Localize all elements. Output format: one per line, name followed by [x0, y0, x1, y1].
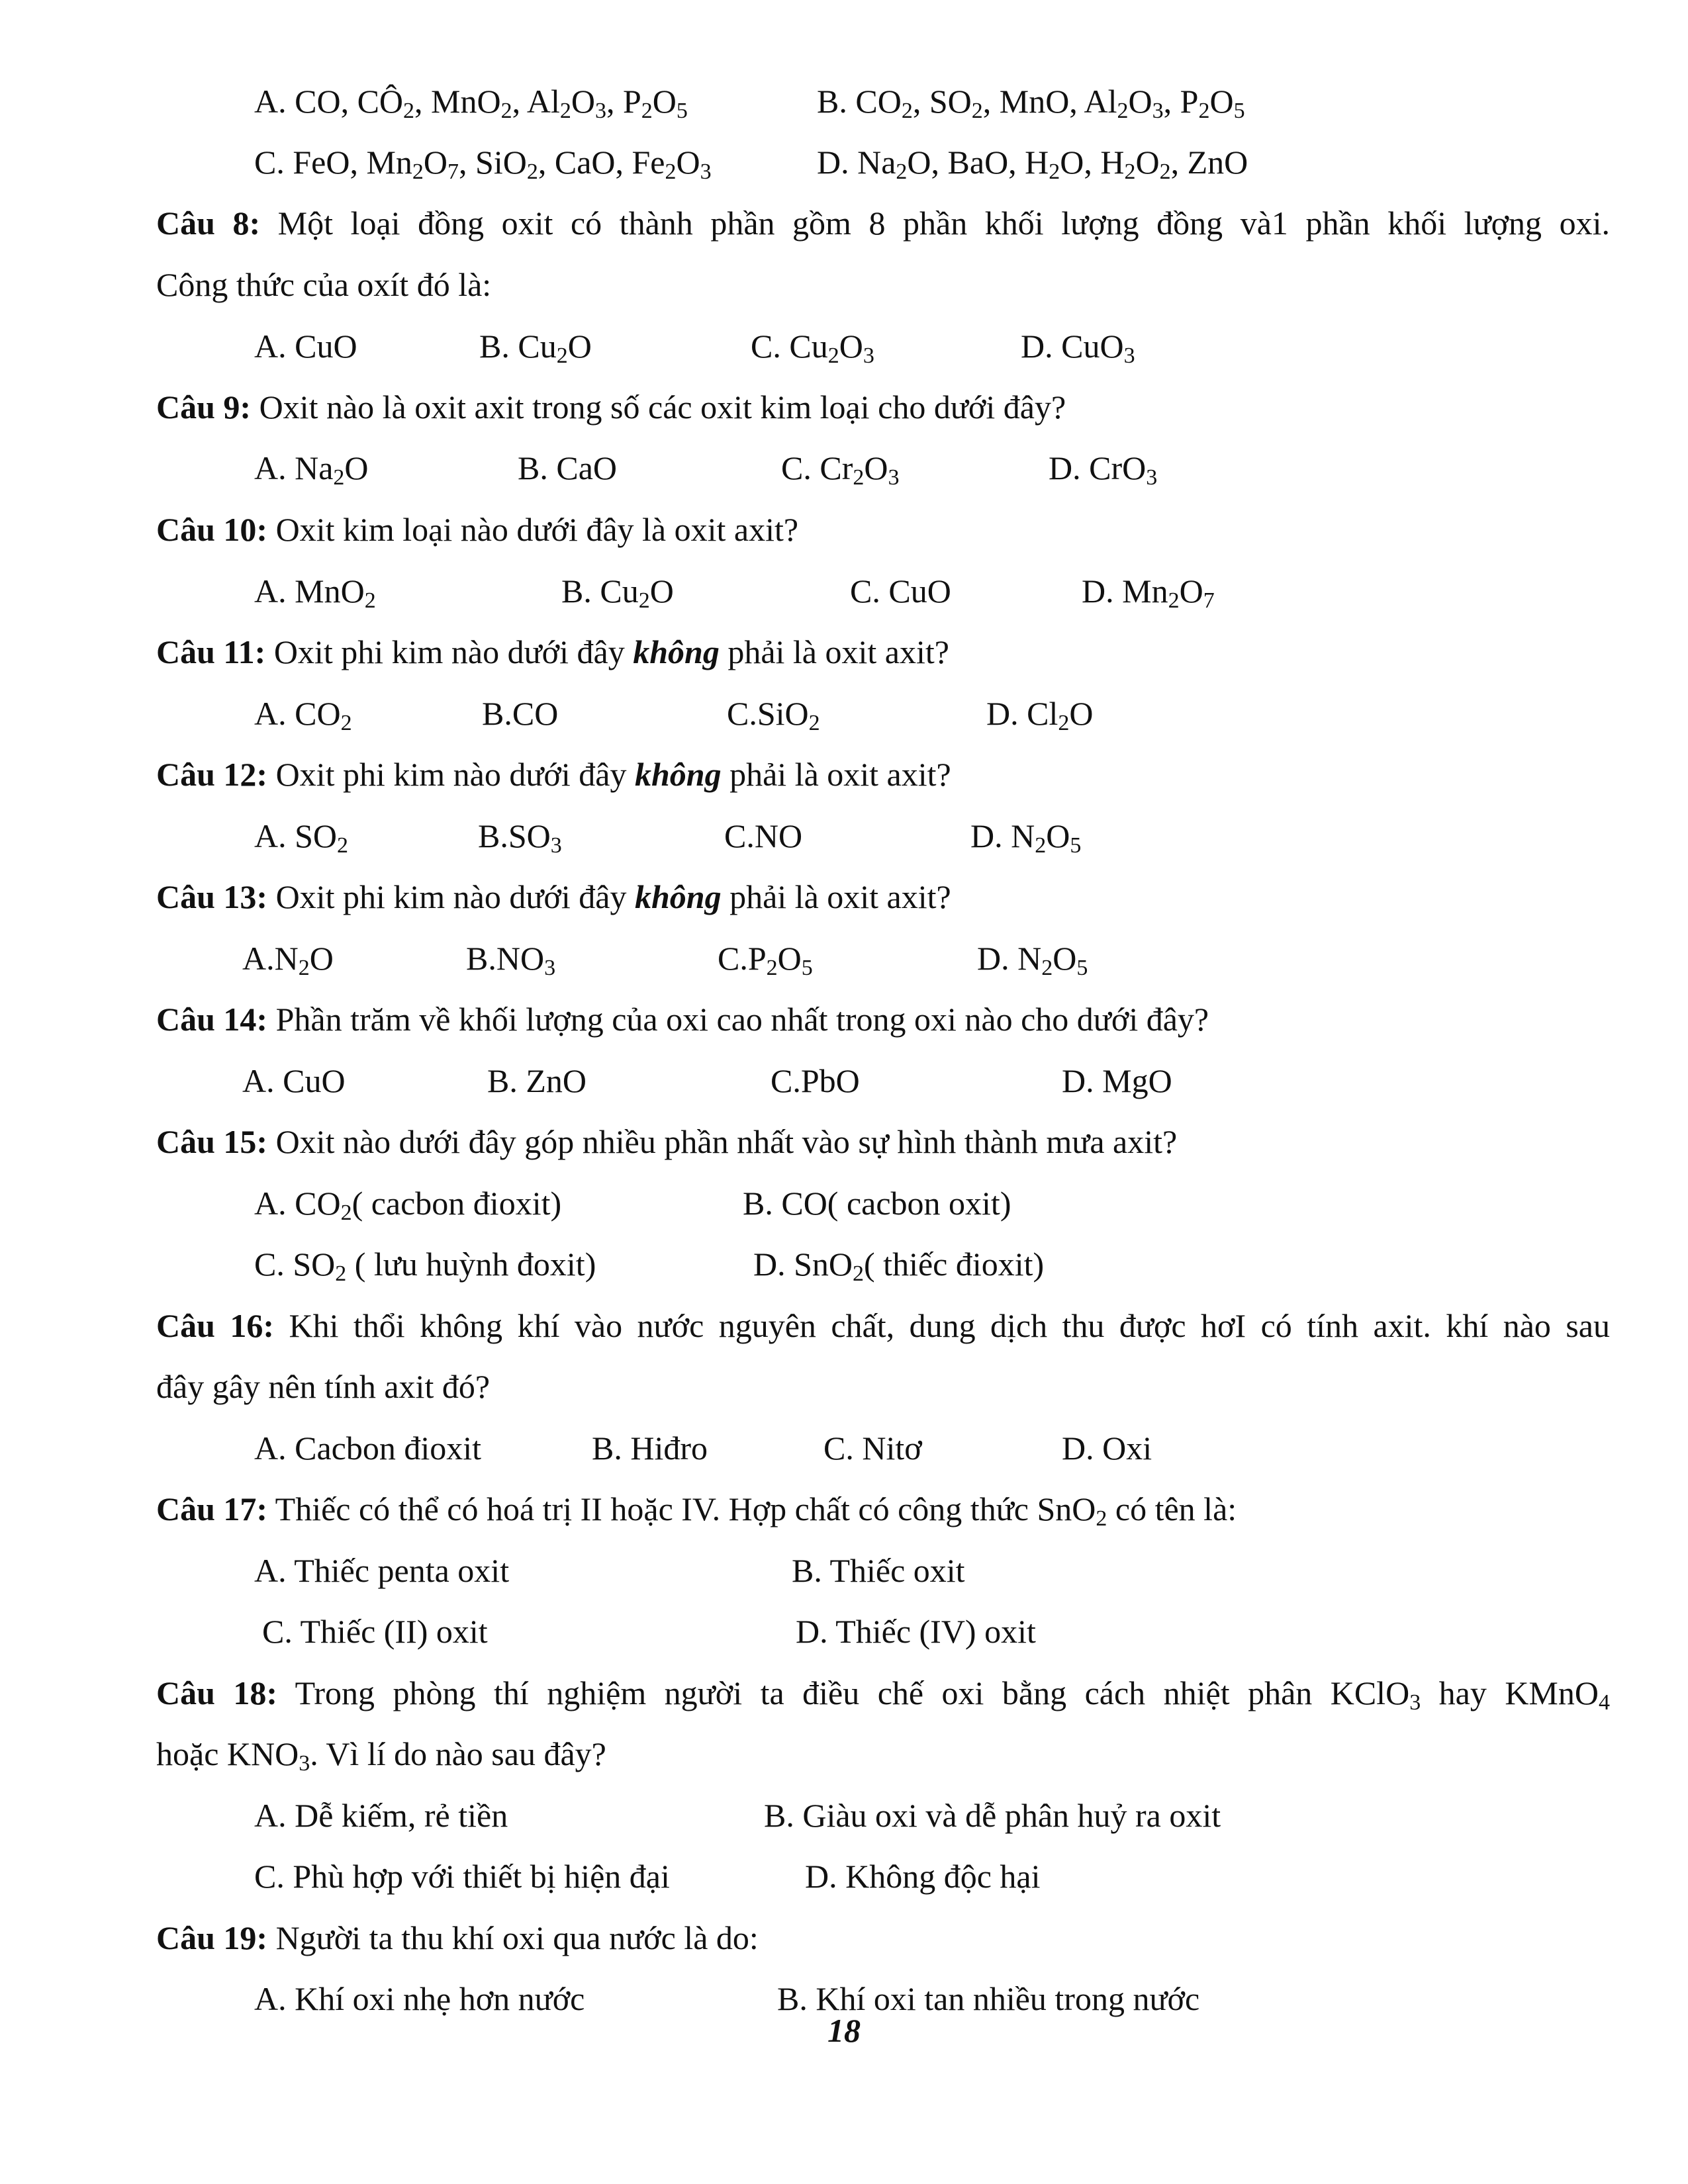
answer-option: D. $N_2O_5$ — [970, 817, 1082, 858]
answer-option: A. $CO_2$ — [254, 695, 352, 735]
question-text: Một loại đồng oxit có thành phần gồm 8 phần khối lượng đồng và1 phần khối lượng oxi. — [260, 205, 1610, 242]
answer-option: B. $Cu_2O$ — [561, 572, 674, 613]
question-stem — [156, 1122, 1177, 1161]
answer-option: D. SnO$_2$( thiếc đioxit) — [753, 1246, 1045, 1286]
answer-option: $B.NO_3$ — [466, 940, 556, 980]
question-number: Câu 14: — [156, 1001, 268, 1038]
answer-option: B. Khí oxi tan nhiều trong nước — [777, 1980, 1200, 2017]
answer-option: C.SiO$_2$ — [727, 695, 820, 735]
answer-option: C. Phù hợp với thiết bị hiện đại — [254, 1858, 670, 1895]
question-stem — [156, 1673, 1610, 1713]
answer-option: D. MgO — [1062, 1062, 1172, 1099]
question-text: đây gây nên tính axit đó? — [156, 1368, 491, 1405]
page-number: 18 — [827, 2012, 861, 2049]
answer-option: D. $Na_2O$, BaO, $H_2O$, $H_2O_2$, ZnO — [817, 144, 1248, 184]
question-number: Câu 18: — [156, 1674, 278, 1711]
answer-option: $C.P_2O_5$ — [718, 940, 813, 980]
answer-option: A. Khí oxi nhẹ hơn nước — [254, 1980, 585, 2017]
answer-option: C. CuO — [850, 572, 951, 610]
answer-option: B. $CO_2$, $SO_2$, MnO, $Al_2O_3$, $P_2O_5$ — [817, 83, 1245, 123]
question-text: Thiếc có thể có hoá trị II hoặc IV. Hợp chất có công thức SnO$_2$ có tên là: — [267, 1490, 1237, 1531]
question-number: Câu 17: — [156, 1490, 268, 1527]
answer-option: C. Nitơ — [823, 1430, 922, 1467]
answer-option: D. $Mn_2O_7$ — [1082, 572, 1215, 613]
answer-option: C. Thiếc (II) oxit — [262, 1613, 488, 1650]
answer-option: B. ZnO — [487, 1062, 586, 1099]
answer-option: A. $CO_2$( cacbon đioxit) — [254, 1185, 562, 1225]
question-text: Phần trăm về khối lượng của oxi cao nhất trong oxi nào cho dưới đây? — [267, 1001, 1209, 1038]
question-text: Công thức của oxít đó là: — [156, 266, 492, 303]
answer-option: C.PbO — [771, 1062, 860, 1099]
question-emphasis: không — [634, 878, 722, 915]
question-number: Câu 19: — [156, 1919, 268, 1956]
question-stem — [156, 754, 951, 794]
question-text: Người ta thu khí oxi qua nước là do: — [267, 1919, 759, 1956]
question-stem-continued — [156, 265, 491, 304]
answer-option: $A.N_2O$ — [242, 940, 334, 980]
answer-option: A. Cacbon đioxit — [254, 1430, 482, 1467]
question-stem — [156, 510, 798, 549]
question-text: Oxit phi kim nào dưới đây — [265, 633, 633, 670]
question-number: Câu 16: — [156, 1307, 275, 1344]
question-stem — [156, 387, 1066, 427]
question-text: Oxit nào dưới đây góp nhiều phần nhất vào sự hình thành mưa axit? — [267, 1123, 1178, 1160]
answer-option: A. CuO — [242, 1062, 346, 1099]
answer-option: D. Thiếc (IV) oxit — [796, 1613, 1036, 1650]
question-number: Câu 9: — [156, 388, 252, 426]
question-number: Câu 12: — [156, 756, 268, 793]
answer-option: B. Giàu oxi và dễ phân huỷ ra oxit — [764, 1797, 1221, 1834]
question-emphasis: không — [633, 633, 720, 670]
answer-option: $B.SO_3$ — [478, 817, 562, 858]
question-text: Oxit kim loại nào dưới đây là oxit axit? — [267, 511, 799, 548]
answer-option: C. FeO, $Mn_2O_7$, SiO$_2$, CaO, $Fe_2O_3$ — [254, 144, 712, 184]
question-text: phải là oxit axit? — [721, 756, 951, 793]
question-text: phải là oxit axit? — [721, 878, 951, 915]
question-text: Oxit nào là oxit axit trong số các oxit kim loại cho dưới đây? — [251, 388, 1066, 426]
question-number: Câu 10: — [156, 511, 268, 548]
question-stem — [156, 999, 1209, 1039]
question-number: Câu 8: — [156, 205, 261, 242]
answer-option: A. CO, $CÔ_2$, MnO$_2$, $Al_2O_3$, $P_2O_5$ — [254, 83, 688, 123]
question-stem — [156, 877, 951, 917]
question-text: Oxit phi kim nào dưới đây — [267, 878, 635, 915]
question-stem — [156, 632, 949, 672]
answer-option: A. Thiếc penta oxit — [254, 1552, 510, 1589]
question-text: phải là oxit axit? — [719, 633, 949, 670]
question-stem — [156, 1306, 1610, 1345]
question-number: Câu 15: — [156, 1123, 268, 1160]
question-stem — [156, 1918, 759, 1958]
answer-option: A. CuO — [254, 328, 357, 365]
question-text: Oxit phi kim nào dưới đây — [267, 756, 635, 793]
question-text: Khi thổi không khí vào nước nguyên chất, dung dịch thu được hơI có tính axit. khí nào sau — [274, 1307, 1610, 1344]
answer-option: D. $N_2O_5$ — [977, 940, 1088, 980]
answer-option: C. $SO_2$ ( lưu huỳnh đoxit) — [254, 1246, 596, 1286]
answer-option: C. $Cu_2O_3$ — [751, 328, 874, 368]
question-stem-continued — [156, 1367, 490, 1406]
answer-option: A. $Na_2O$ — [254, 449, 369, 490]
answer-option: A. MnO$_2$ — [254, 572, 376, 613]
answer-option: D. CuO$_3$ — [1021, 328, 1135, 368]
answer-option: D. Không độc hại — [805, 1858, 1041, 1895]
question-emphasis: không — [634, 756, 722, 793]
answer-option: C. $Cr_2O_3$ — [781, 449, 900, 490]
answer-option: C.NO — [724, 817, 803, 854]
question-stem-continued — [156, 1734, 606, 1774]
question-number: Câu 11: — [156, 633, 266, 670]
answer-option: B. Hiđro — [592, 1430, 708, 1467]
question-text: Trong phòng thí nghiệm người ta điều chế oxi bằng cách nhiệt phân KClO$_3$ hay KMnO$_4$ — [277, 1674, 1610, 1715]
answer-option: A. Dễ kiếm, rẻ tiền — [254, 1797, 508, 1834]
answer-option: B. CO( cacbon oxit) — [743, 1185, 1011, 1222]
question-number: Câu 13: — [156, 878, 268, 915]
question-stem — [156, 1489, 1237, 1529]
question-stem — [156, 203, 1610, 243]
answer-option: B. $Cu_2O$ — [479, 328, 592, 368]
answer-option: D. CrO$_3$ — [1049, 449, 1158, 490]
answer-option: B. CaO — [518, 449, 617, 486]
question-text: hoặc $KNO_3$. Vì lí do nào sau đây? — [156, 1735, 606, 1776]
answer-option: D. $Cl_2O$ — [986, 695, 1094, 735]
answer-option: A. $SO_2$ — [254, 817, 349, 858]
answer-option: B.CO — [482, 695, 559, 732]
answer-option: B. Thiếc oxit — [792, 1552, 965, 1589]
answer-option: D. Oxi — [1062, 1430, 1152, 1467]
